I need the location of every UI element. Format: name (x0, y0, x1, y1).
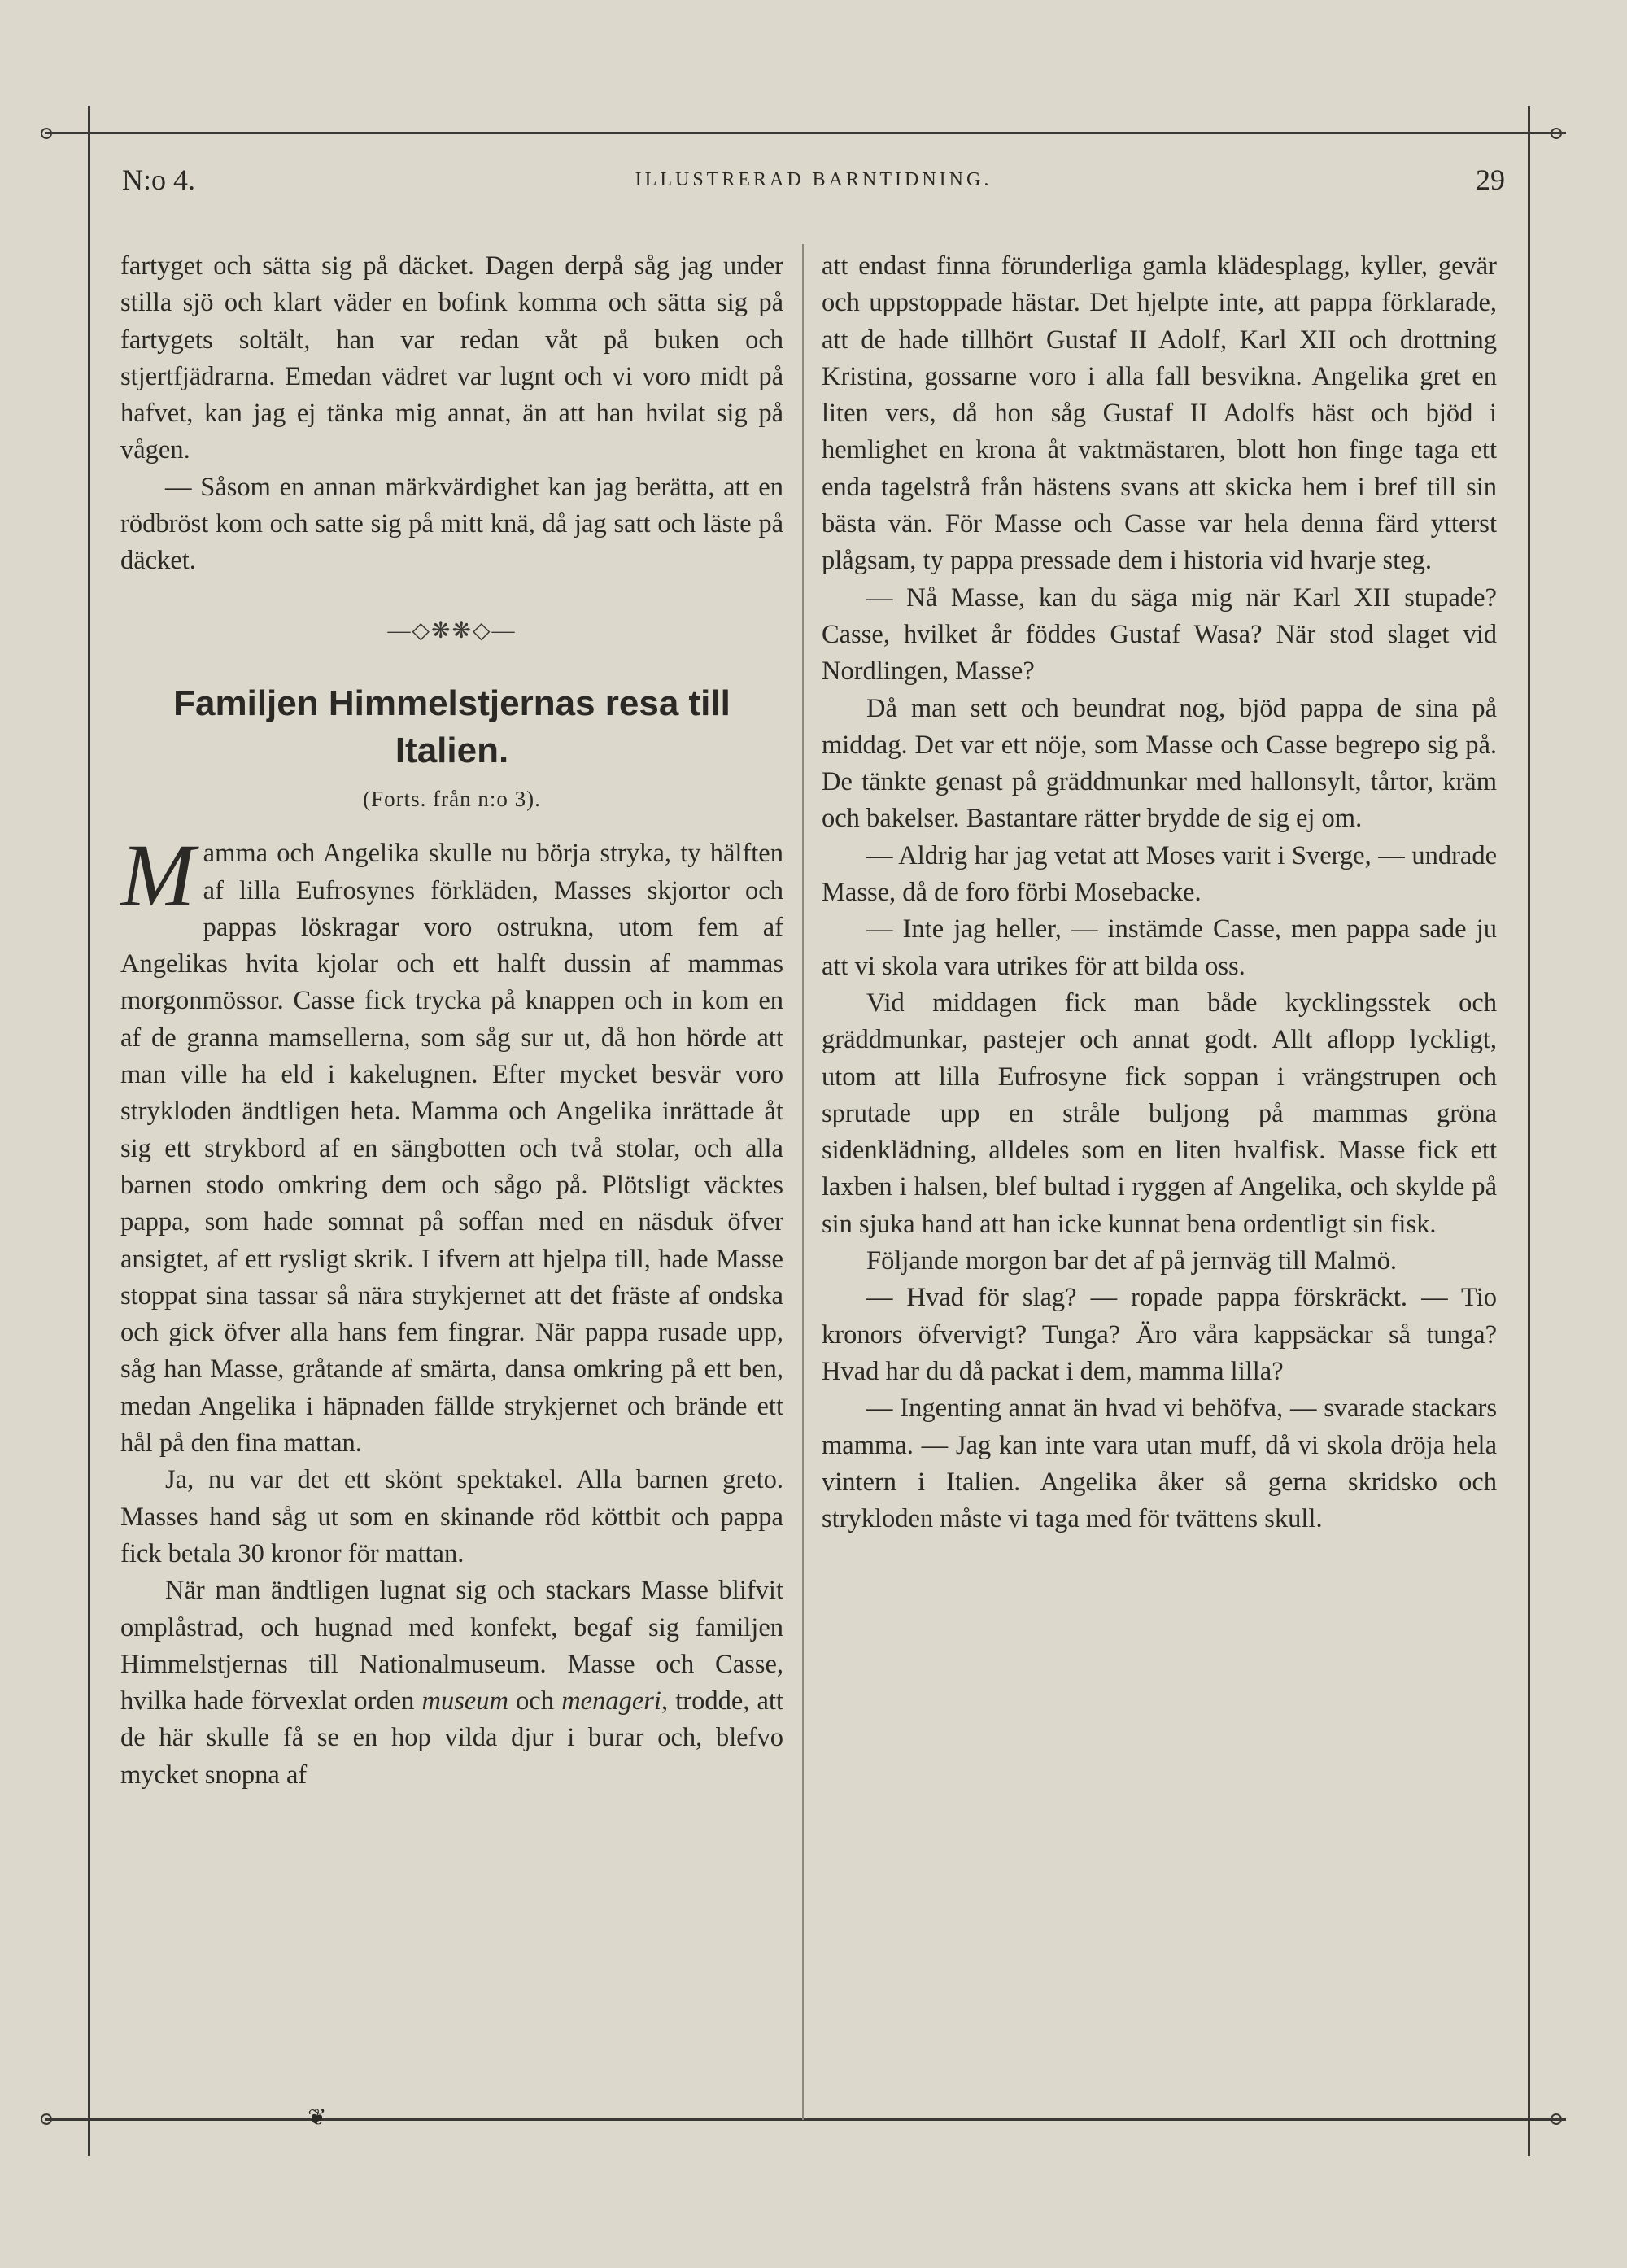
issue-number: N:o 4. (122, 164, 195, 196)
frame-corner-ornament (1551, 2113, 1562, 2125)
article-paragraph: Ja, nu var det ett skönt spektakel. Alla barnen greto. Masses hand såg ut som en skinande röd köttbit och pappa fick betala 30 kronor för mattan. (120, 1465, 783, 1568)
article-title: Familjen Himmelstjernas resa till Italien. (173, 683, 731, 770)
paragraph-text: och (508, 1686, 562, 1716)
running-header (122, 163, 1505, 203)
article-paragraph: — Aldrig har jag vetat att Moses varit i Sverge, — undrade Masse, då de foro förbi Mosebacke. (822, 840, 1497, 908)
paragraph-text: amma och Angelika skulle nu börja stryka, ty hälften af lilla Eufrosynes förkläden, Masses skjortor och pappas löskragar voro ostrukna, utom fem af Angelikas hvita kjolar och ett halft dussin af mammas morgonmössor. Casse fick trycka på knappen och in kom en af de granna mamsellerna, som såg sur ut, då hon hörde att man ville ha eld i kakelugnen. Efter mycket besvär voro strykloden ändtligen heta. Mamma och Angelika inrättade åt sig ett strykbord af en sängbotten och två stolar, och alla barnen stodo omkring dem och sågo på. Plötsligt väcktes pappa, som hade somnat på soffan med en näsduk öfver ansigtet, af ett rysligt skrik. I ifvern att hjelpa till, hade Masse stoppat sina tassar så nära strykjernet att det fräste af ondska och gick öfver alla hans fem fingrar. När pappa rusade upp, såg han Masse, gråtande af smärta, dansa omkring på ett ben, medan Angelika i häpnaden fällde strykjernet och brände ett hål på den fina mattan. (120, 839, 783, 1459)
article-paragraph (120, 1572, 783, 1794)
frame-corner-ornament (41, 2113, 52, 2125)
journal-title: ILLUSTRERAD BARNTIDNING. (635, 169, 992, 190)
page-number: 29 (1476, 164, 1505, 196)
column-divider (802, 244, 804, 2120)
article-paragraph (120, 826, 783, 1462)
frame-corner-ornament (41, 128, 52, 139)
paragraph-text: , trodde, att de här skulle få se en hop vilda djur i burar och, blefvo mycket snopna af (120, 1686, 783, 1790)
right-rule (1528, 106, 1530, 2156)
article-paragraph: Vid middagen fick man både kycklingsstek och gräddmunkar, pastejer och annat godt. Allt aflopp lyckligt, utom att lilla Eufrosyne fick soppan i vrängstrupen och sprutade upp en stråle buljong på mammas gröna sidenklädning, alldeles som en liten hvalfisk. Masse fick ett laxben i halsen, blef bultad i ryggen af Angelika, och skylde på sin sjuka hand att han icke kunnat bena ordentligt sin fisk. (822, 988, 1497, 1239)
section-ornament: —◇❋❋◇— (387, 617, 517, 643)
italic-word: museum (421, 1686, 508, 1716)
drop-cap: M (120, 826, 195, 926)
article-paragraph: Då man sett och beundrat nog, bjöd pappa de sina på middag. Det var ett nöje, som Masse och Casse begrepo sig på. De tänkte genast på gräddmunkar med hallonsylt, tårtor, kräm och bakelser. Bastantare rätter brydde de sig ej om. (822, 693, 1497, 834)
frame-corner-ornament (1551, 128, 1562, 139)
printer-mark: ❦ (308, 2105, 327, 2131)
intro-paragraph-2: — Såsom en annan märkvärdighet kan jag berätta, att en rödbröst kom och satte sig på mitt knä, då jag satt och läste på däcket. (120, 472, 783, 576)
article-paragraph: Följande morgon bar det af på jernväg till Malmö. (866, 1246, 1397, 1276)
paragraph-text: När man ändtligen lugnat sig och stackars Masse blifvit omplåstrad, och hugnad med konfekt, begaf sig familjen Himmelstjernas till Nationalmuseum. Masse och Casse, hvilka hade förvexlat orden (120, 1576, 783, 1716)
top-rule (45, 132, 1566, 134)
article-paragraph: — Ingenting annat än hvad vi behöfva, — svarade stackars mamma. — Jag kan inte vara utan muff, då vi skola dröja hela vintern i Italien. Angelika åker så gerna skridsko och strykloden måste vi taga med för tvättens skull. (822, 1394, 1497, 1534)
article-paragraph: — Hvad för slag? — ropade pappa förskräckt. — Tio kronors öfvervigt? Tunga? Äro våra kappsäckar så tunga? Hvad har du då packat i dem, mamma lilla? (822, 1283, 1497, 1386)
intro-paragraph: fartyget och sätta sig på däcket. Dagen derpå såg jag under stilla sjö och klart väder en bofink komma och sätta sig på fartygets soltält, han var redan våt på buken och stjertfjädrarna. Emedan vädret var lugnt och vi voro midt på hafvet, kan jag ej tänka mig annat, än att han hvilat sig på vågen. (120, 251, 783, 465)
article-paragraph: — Nå Masse, kan du säga mig när Karl XII stupade? Casse, hvilket år föddes Gustaf Wasa? När stod slaget vid Nordlingen, Masse? (822, 582, 1497, 687)
article-paragraph: att endast finna förunderliga gamla klädesplagg, kyller, gevär och uppstoppade hästar. Det hjelpte inte, att pappa förklarade, att de hade tillhört Gustaf II Adolf, Karl XII och drottning Kristina, gossarne voro i alla fall besvikna. Angelika gret en liten vers, då hon såg Gustaf II Adolfs häst och bjöd i hemlighet en krona åt vaktmästaren, blott hon finge taga ett enda tagelstrå från hästens svans att skicka hem i bref till sin bästa vän. För Masse och Casse var hela denna färd ytterst plågsam, ty pappa pressade dem i historia vid hvarje steg. (822, 251, 1497, 576)
left-rule (88, 106, 90, 2156)
italic-word: menageri (561, 1686, 661, 1716)
left-column (120, 248, 783, 1794)
right-column (822, 248, 1497, 1537)
article-continuation-note: (Forts. från n:o 3). (363, 786, 541, 811)
bottom-rule (45, 2118, 1566, 2121)
article-paragraph: — Inte jag heller, — instämde Casse, men pappa sade ju att vi skola vara utrikes för att bilda oss. (822, 914, 1497, 981)
